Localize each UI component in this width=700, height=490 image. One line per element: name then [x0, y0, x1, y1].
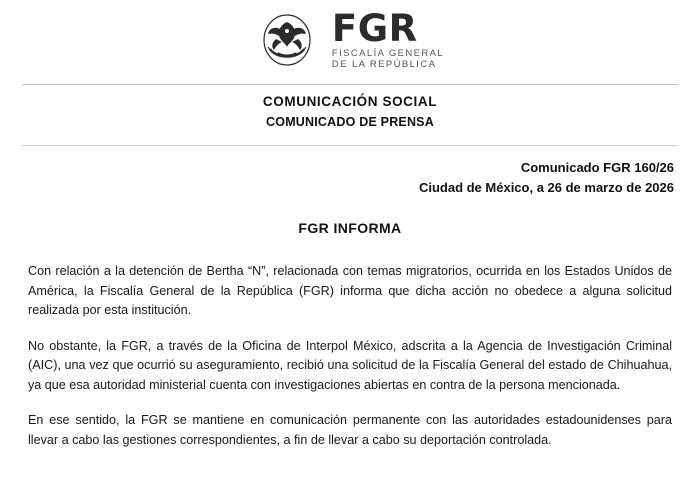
divider-bottom	[22, 145, 678, 146]
place-and-date: Ciudad de México, a 26 de marzo de 2026	[418, 180, 674, 196]
page-title: FGR INFORMA	[298, 220, 402, 237]
paragraph: No obstante, la FGR, a través de la Oficina de Interpol México, adscrita a la Agencia de Investigación Criminal (AIC), una vez que ocurrió su aseguramiento, recibió una solicitud de la Fiscalía General del estado de Chihuahua, ya que esa autoridad ministerial cuenta con investigaciones abiertas en contra de la persona mencionada.	[28, 338, 672, 392]
wordmark-subtitle-line2: DE LA REPÚBLICA	[331, 58, 437, 70]
wordmark	[331, 6, 445, 70]
document-body	[22, 262, 678, 450]
paragraph: Con relación a la detención de Bertha “N”, relacionada con temas migratorios, ocurrida en los Estados Unidos de América, la Fiscalía General de la República (FGR) informa que dicha acción no obedece a alguna solicitud realizada por esta institución.	[28, 264, 672, 318]
comunicado-number: Comunicado FGR 160/26	[520, 160, 674, 175]
wordmark-subtitle-line1: FISCALÍA GENERAL	[331, 48, 445, 60]
masthead	[22, 0, 678, 76]
paragraph: En ese sentido, la FGR se mantiene en comunicación permanente con las autoridades estadounidenses para llevar a cabo las gestiones correspondientes, a fin de llevar a cabo su deportación controlada.	[28, 413, 672, 447]
title-comunicacion-social: COMUNICACIÓN SOCIAL	[262, 94, 438, 109]
document-meta	[22, 158, 678, 198]
section-titles	[22, 85, 678, 137]
title-comunicado-de-prensa: COMUNICADO DE PRENSA	[266, 115, 434, 129]
wordmark-title: FGR	[331, 6, 418, 50]
mexico-coat-of-arms-icon	[256, 9, 318, 71]
